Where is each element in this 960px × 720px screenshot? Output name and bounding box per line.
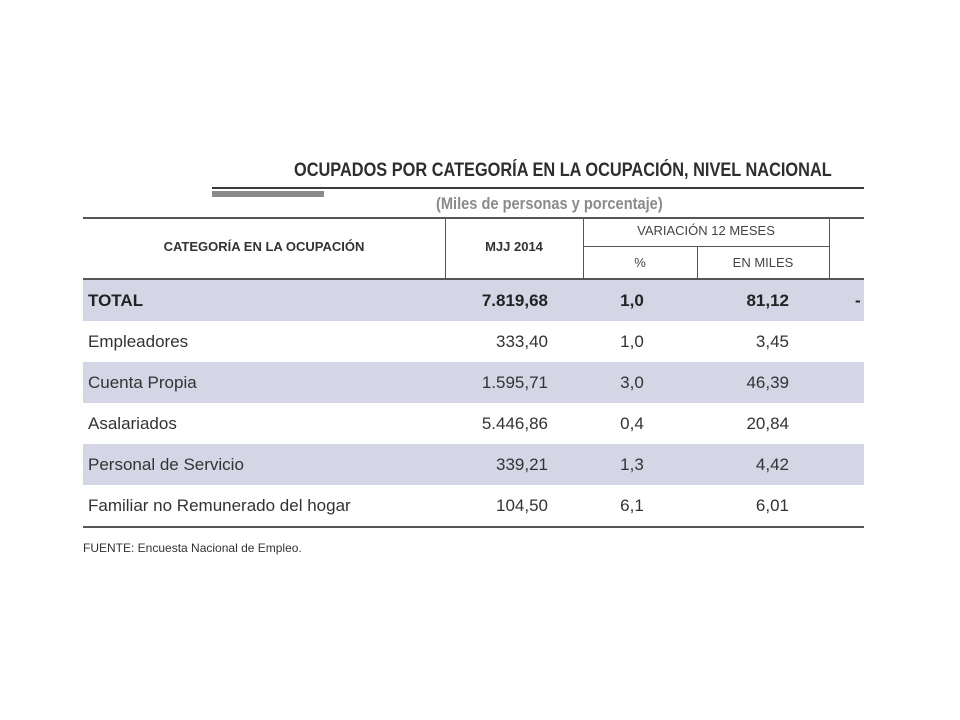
table-row — [83, 362, 864, 403]
cell-miles: 81,12 — [746, 291, 789, 310]
cell-categoria: TOTAL — [88, 291, 144, 310]
cell-miles: 3,45 — [755, 332, 789, 351]
cell-miles: 4,42 — [755, 455, 789, 474]
table-row — [83, 444, 864, 485]
table-row-total — [83, 280, 864, 321]
header-categoria: CATEGORÍA EN LA OCUPACIÓN — [163, 239, 365, 254]
header-variacion: VARIACIÓN 12 MESES — [637, 223, 775, 238]
table-row — [83, 403, 864, 444]
table-subtitle: (Miles de personas y porcentaje) — [436, 194, 663, 213]
cell-miles: 6,01 — [755, 496, 789, 515]
cell-pct: 3,0 — [620, 373, 644, 392]
cell-mjj: 5.446,86 — [481, 414, 548, 433]
cell-miles: 46,39 — [746, 373, 789, 392]
header-mjj: MJJ 2014 — [485, 239, 543, 254]
cell-pct: 6,1 — [620, 496, 644, 515]
title-accent-bar — [212, 191, 324, 197]
cell-categoria: Personal de Servicio — [88, 455, 244, 474]
table-bottom-border — [83, 526, 864, 528]
header-miles: EN MILES — [732, 255, 794, 270]
cell-mjj: 1.595,71 — [481, 373, 548, 392]
cell-mjj: 7.819,68 — [481, 291, 548, 310]
cell-categoria: Empleadores — [88, 332, 189, 351]
cell-categoria: Asalariados — [88, 414, 177, 433]
table-title: OCUPADOS POR CATEGORÍA EN LA OCUPACIÓN, NIVEL NACIONAL — [294, 160, 832, 181]
cell-truncated: - — [855, 291, 861, 310]
cell-mjj: 339,21 — [496, 455, 548, 474]
cell-categoria: Cuenta Propia — [88, 373, 197, 392]
cell-pct: 1,0 — [620, 332, 644, 351]
source-note: FUENTE: Encuesta Nacional de Empleo. — [83, 541, 302, 555]
table-row — [83, 485, 864, 526]
cell-pct: 0,4 — [620, 414, 644, 433]
cell-miles: 20,84 — [746, 414, 789, 433]
table-top-border — [83, 217, 864, 219]
cell-mjj: 333,40 — [496, 332, 548, 351]
table-row — [83, 321, 864, 362]
employment-table — [83, 217, 864, 528]
cell-categoria: Familiar no Remunerado del hogar — [88, 496, 351, 515]
cell-pct: 1,3 — [620, 455, 644, 474]
col-divider-4 — [829, 217, 830, 279]
cell-mjj: 104,50 — [496, 496, 548, 515]
title-rule — [212, 187, 864, 189]
cell-pct: 1,0 — [620, 291, 644, 310]
header-pct: % — [634, 255, 646, 270]
variacion-divider — [583, 246, 830, 247]
